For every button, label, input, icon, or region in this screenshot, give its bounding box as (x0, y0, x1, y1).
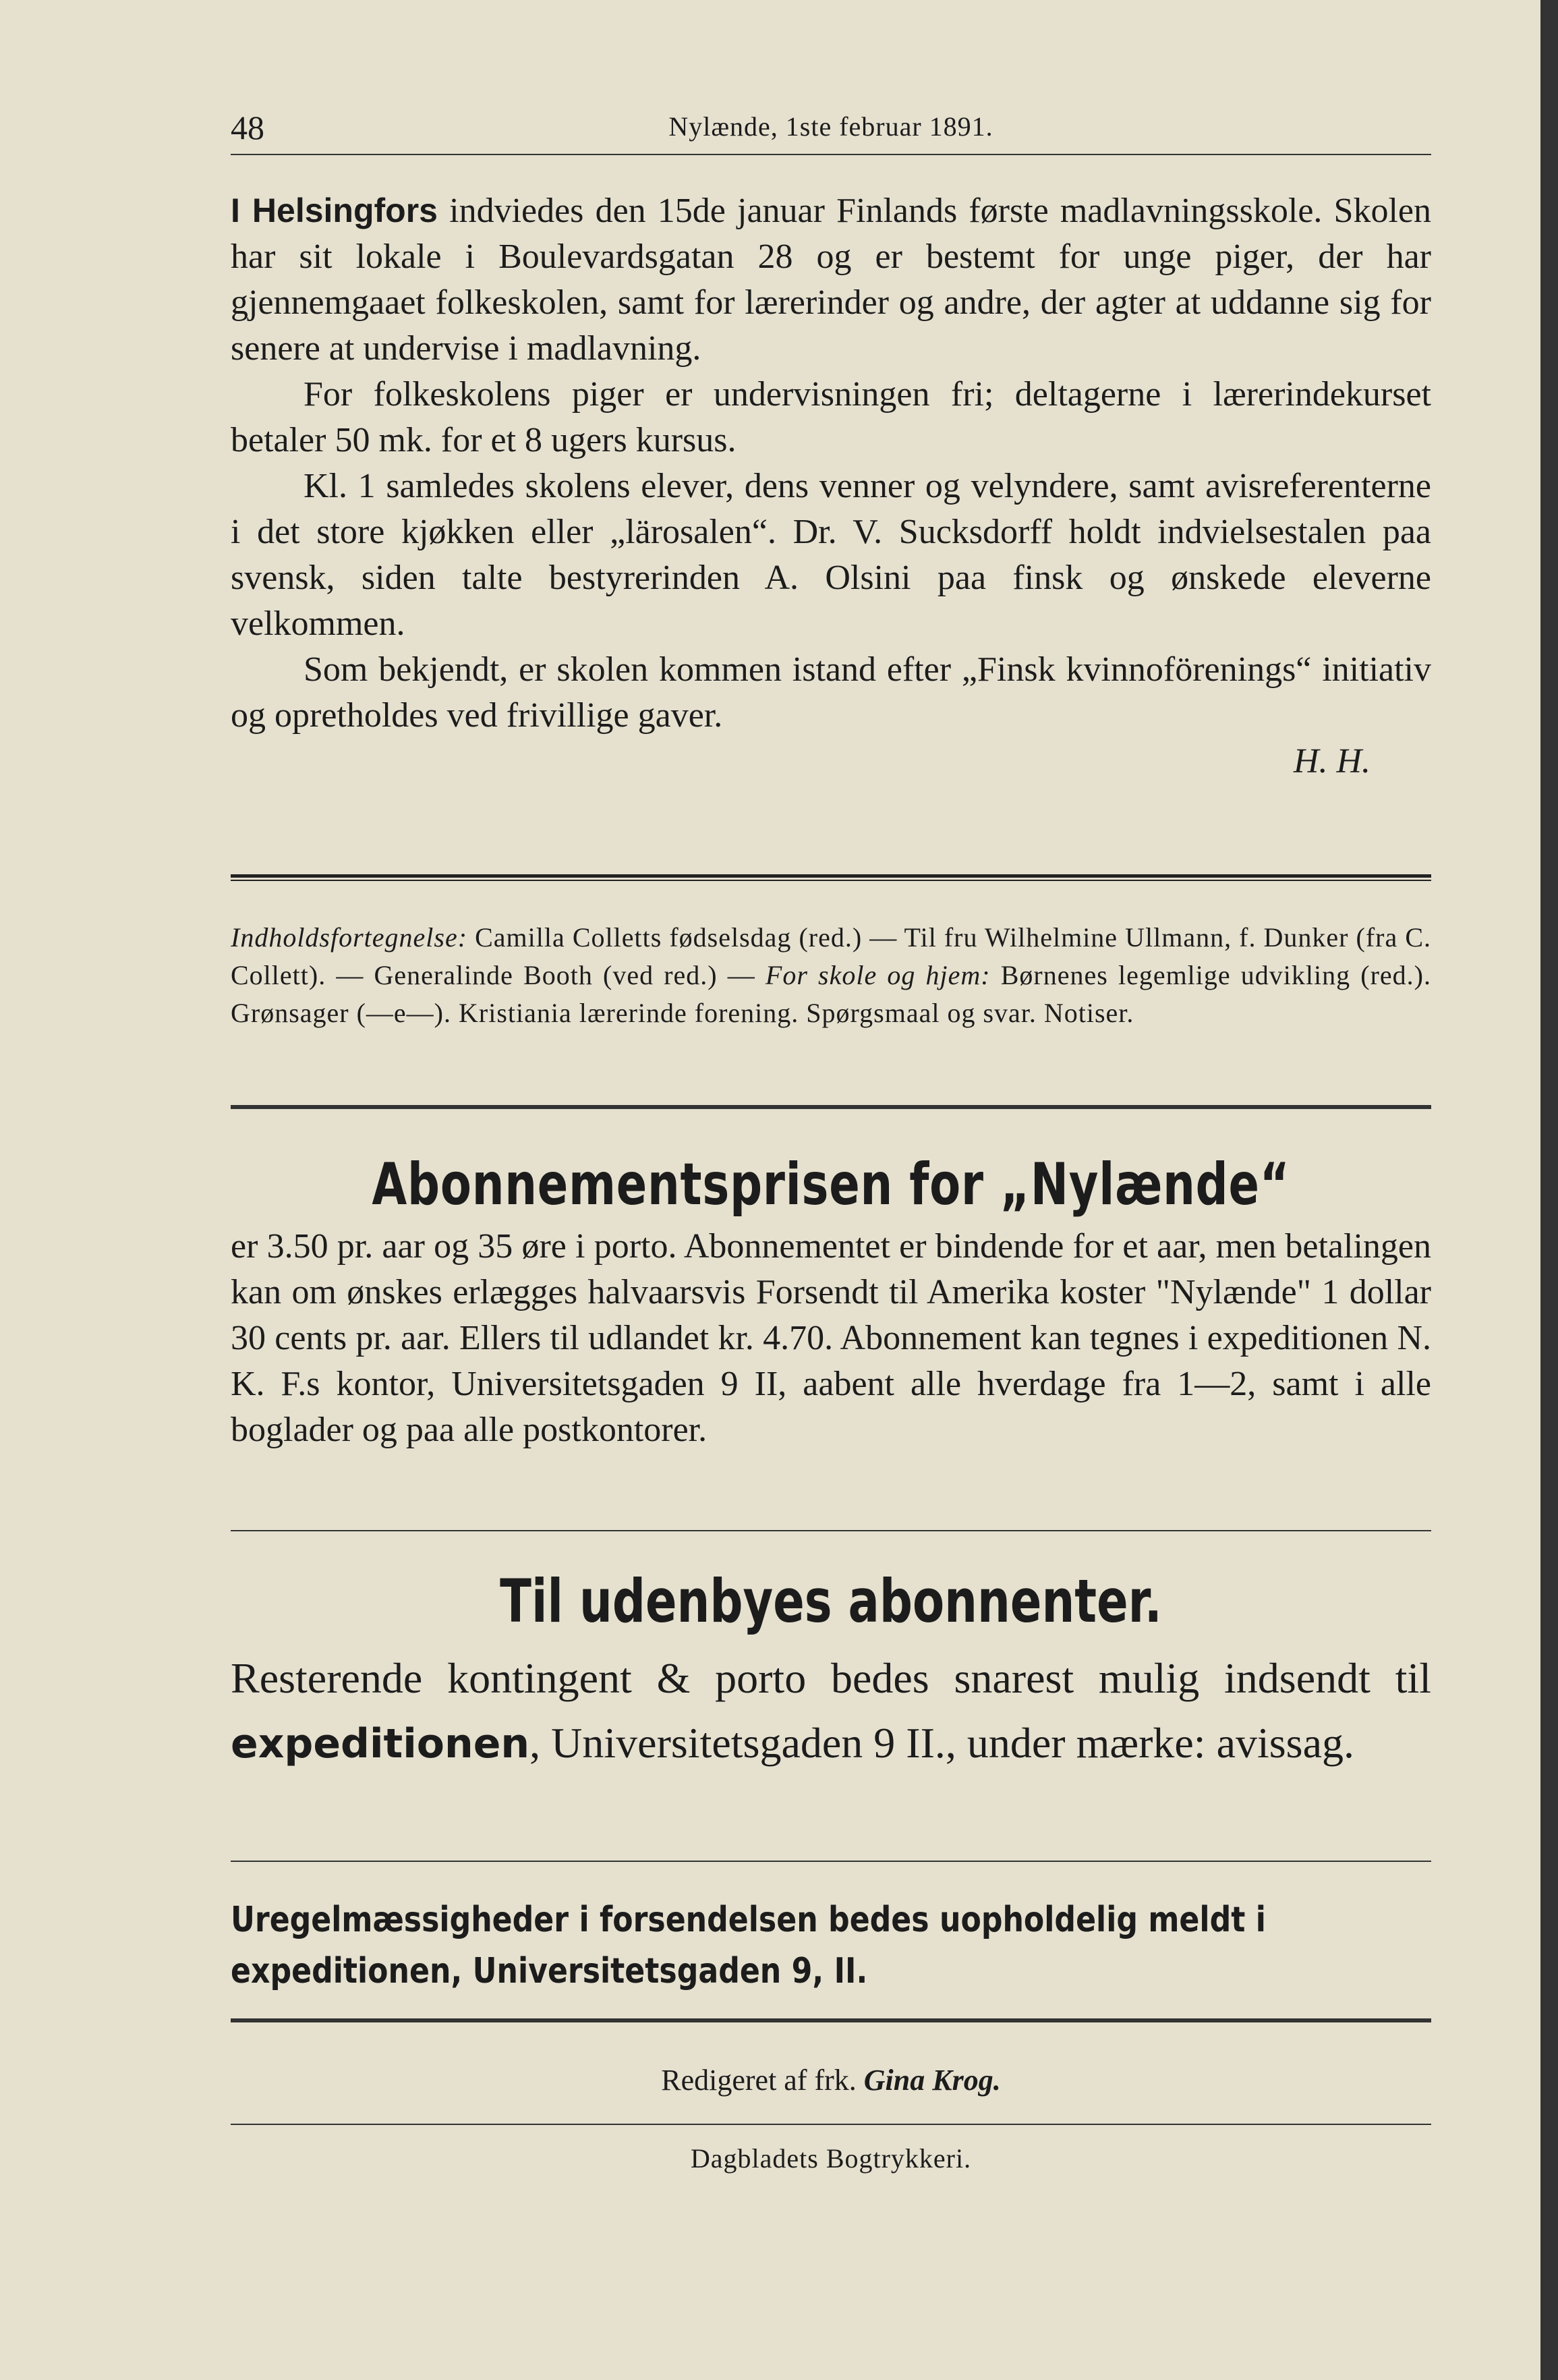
scan-edge (1540, 0, 1558, 2380)
subscription-text: er 3.50 pr. aar og 35 øre i porto. Abonnementet er bindende for et aar, men betalingen kan om ønskes erlægges halvaarsvis Forsendt til Amerika koster "Nylænde" 1 dollar 30 cents pr. aar. Ellers til udlandet kr. 4.70. Abonnement kan tegnes i expeditionen N. K. F.s kontor, Universitetsgaden 9 II, aabent alle hverdage fra 1—2, samt i alle boglader og paa alle postkontorer. (231, 1227, 1431, 1449)
separator-rule (231, 1105, 1431, 1109)
article-signature: H. H. (1293, 742, 1371, 781)
running-head: Nylænde, 1ste februar 1891. (668, 111, 993, 142)
subscription-headline: Abonnementsprisen for „Nylænde“ (372, 1151, 1290, 1218)
page-number: 48 (231, 109, 264, 146)
article-lead-in: I Helsingfors (231, 192, 438, 229)
printer-line: Dagbladets Bogtrykkeri. (690, 2143, 972, 2174)
toc-text-a: Camilla Colletts fødselsdag (red.) — Til fru Wilhelmine Ullmann, f. Dunker (fra C. Collett). — Generalinde Booth (ved red.) — (231, 922, 1431, 990)
separator-rule (231, 2018, 1431, 2022)
header-rule (231, 154, 1431, 155)
article-paragraph-4: Som bekjendt, er skolen kommen istand efter „Finsk kvinnoförenings“ initiativ og opretholdes ved frivillige gaver. (231, 650, 1431, 735)
separator-rule (231, 1530, 1431, 1531)
separator-rule (231, 1861, 1431, 1862)
footer-rule (231, 2124, 1431, 2125)
separator-rule (231, 874, 1431, 881)
out-of-town-text: Resterende kontingent & porto bedes snarest mulig indsendt til expeditionen, Universitetsgaden 9 II., under mærke: avissag. (231, 1654, 1431, 1767)
toc-text-c: Børnenes legemlige udvikling (red.). Grønsager (—e—). Kristiania lærerinde forening. Spørgsmaal og svar. Notiser. (231, 960, 1431, 1028)
editor-name: Gina Krog. (863, 2064, 1001, 2097)
editor-line: Redigeret af frk. Gina Krog. (661, 2064, 1001, 2097)
article-helsingfors (231, 188, 1431, 785)
toc-label: Indholdsfortegnelse: (231, 922, 468, 953)
article-paragraph-2: For folkeskolens piger er undervisningen fri; deltagerne i lærerindekurset betaler 50 mk. for et 8 ugers kursus. (231, 375, 1431, 459)
toc-section-italic: For skole og hjem: (765, 960, 991, 990)
article-paragraph-1: I Helsingfors indviedes den 15de januar Finlands første madlavningsskole. Skolen har sit lokale i Boulevardsgatan 28 og er bestemt for unge piger, der har gjennemgaaet folkeskolen, samt for lærerinder og andre, der agter at uddanne sig for senere at undervise i madlavning. (231, 192, 1431, 368)
page-header (231, 108, 1431, 148)
table-of-contents (231, 919, 1431, 1032)
expedition-emphasis: expeditionen (231, 1720, 530, 1767)
out-of-town-headline: Til udenbyes abonnenter. (500, 1566, 1162, 1636)
article-paragraph-3: Kl. 1 samledes skolens elever, dens venner og velyndere, samt avisreferenterne i det store kjøkken eller „lärosalen“. Dr. V. Sucksdorff holdt indvielsestalen paa svensk, siden talte bestyrerinden A. Olsini paa finsk og ønskede eleverne velkommen. (231, 467, 1431, 643)
delivery-notice: Uregelmæssigheder i forsendelsen bedes uopholdelig meldt i expeditionen, Universitetsgaden 9, II. (231, 1900, 1266, 1991)
